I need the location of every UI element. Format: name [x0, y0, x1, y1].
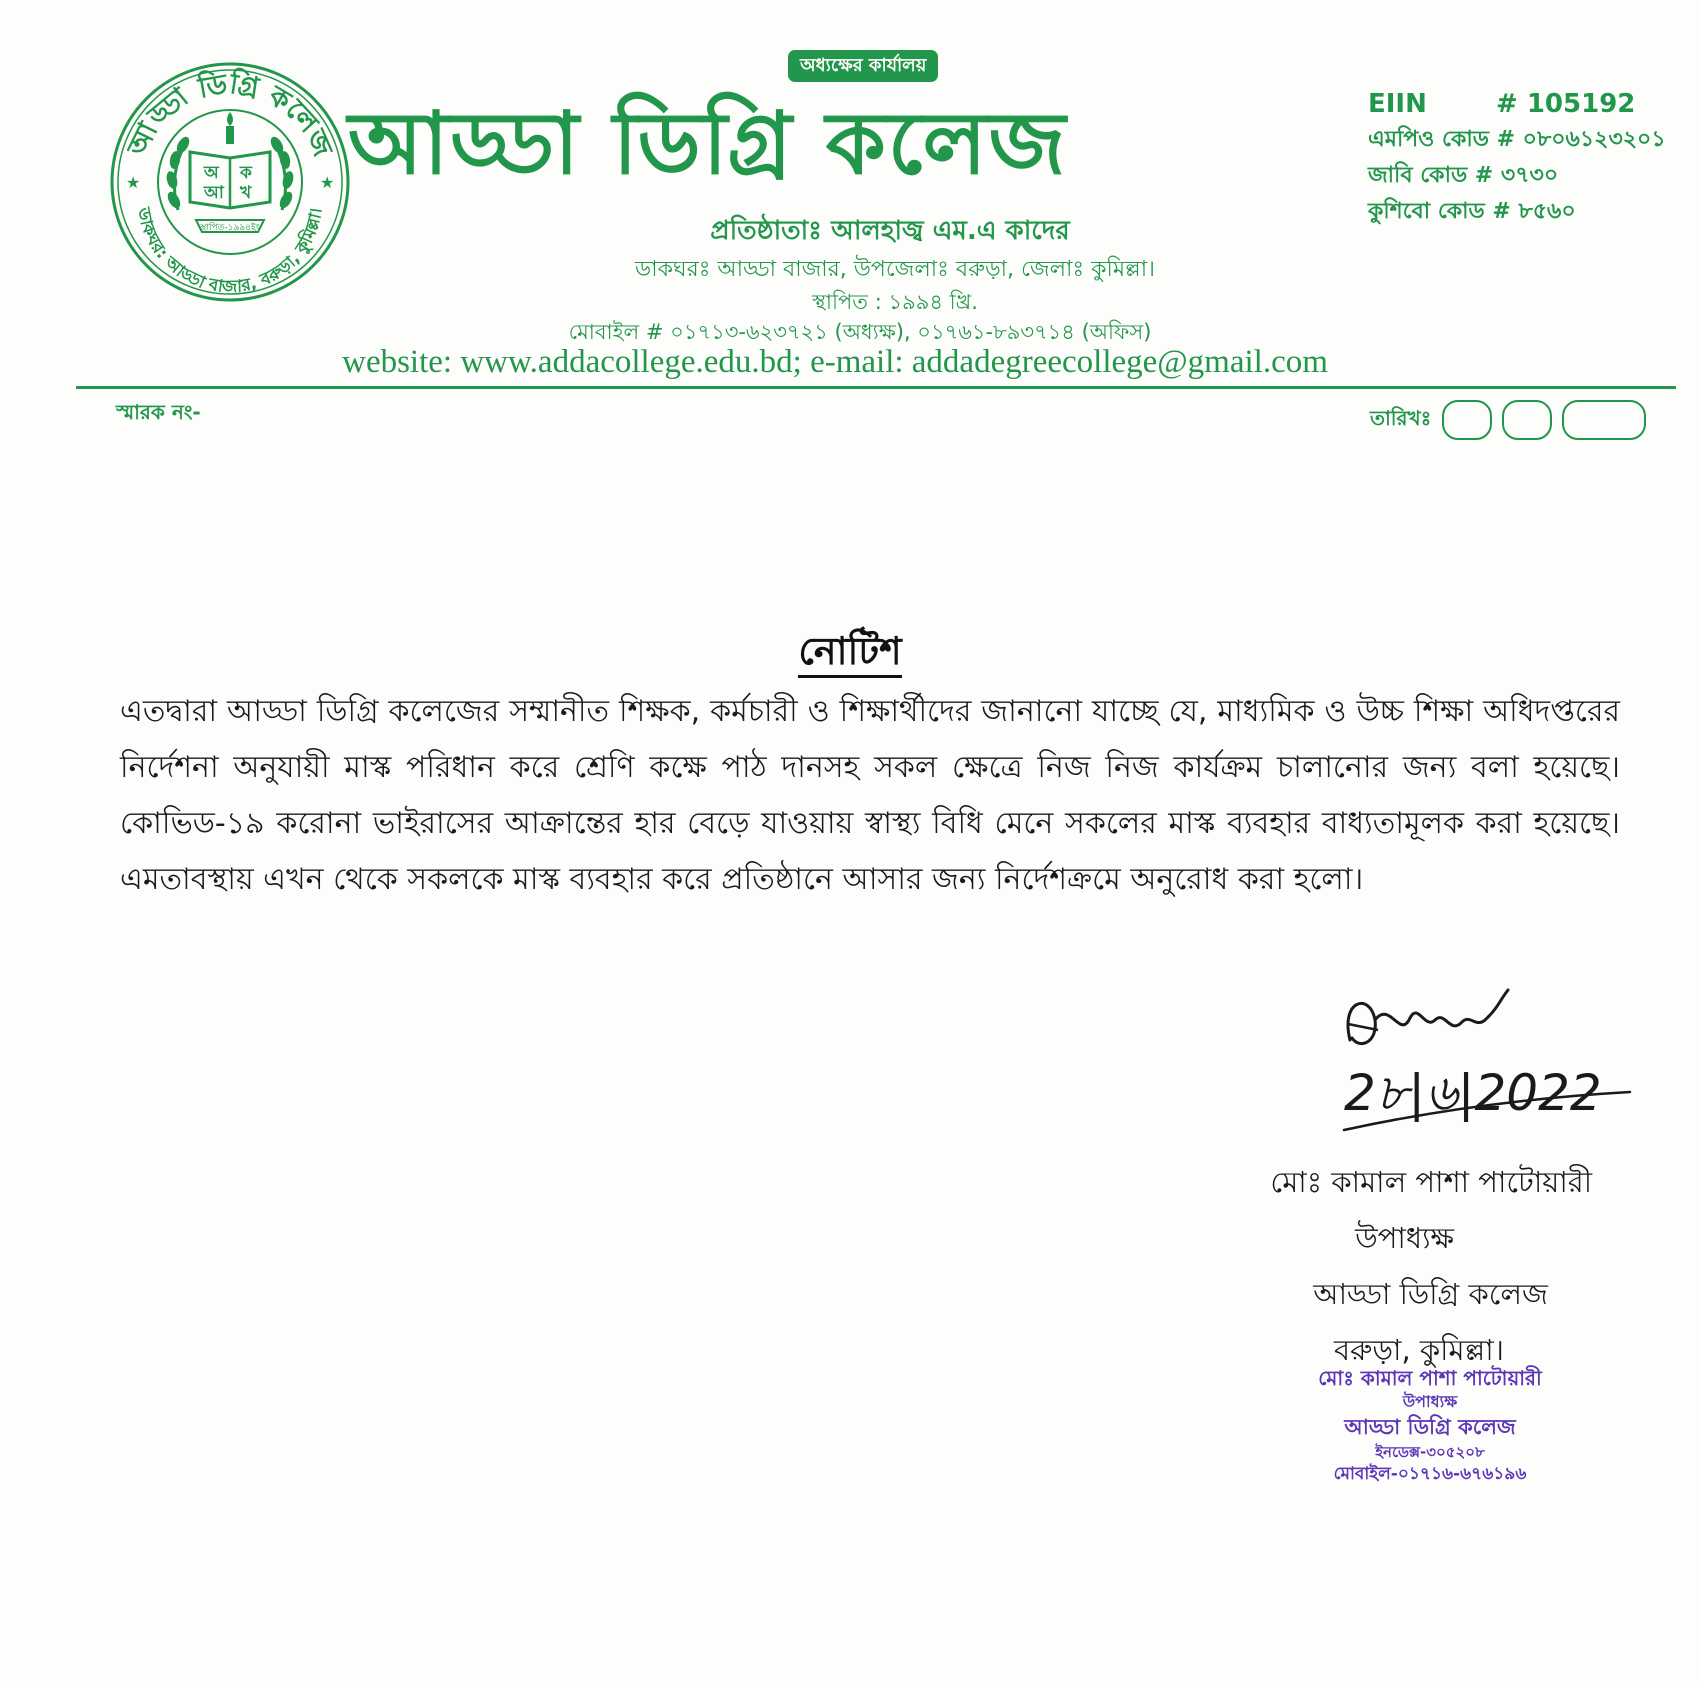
eiin-value: # 105192	[1496, 89, 1636, 119]
svg-text:আ: আ	[204, 183, 224, 203]
signatory-designation: উপাধ্যক্ষ	[1355, 1221, 1454, 1255]
college-codes	[1368, 86, 1688, 230]
date-day-box	[1442, 400, 1492, 440]
eiin-row	[1368, 86, 1688, 122]
notice-body: এতদ্বারা আড্ডা ডিগ্রি কলেজের সম্মানীত শিক্ষক, কর্মচারী ও শিক্ষার্থীদের জানানো যাচ্ছে যে, মাধ্যমিক ও উচ্চ শিক্ষা অধিদপ্তরের নির্দেশনা অনুযায়ী মাস্ক পরিধান করে শ্রেণি কক্ষে পাঠ দানসহ সকল ক্ষেত্রে নিজ নিজ কার্যক্রম চালানোর জন্য বলা হয়েছে। কোভিড-১৯ করোনা ভাইরাসের আক্রান্তের হার বেড়ে যাওয়ায় স্বাস্থ্য বিধি মেনে সকলের মাস্ক ব্যবহার বাধ্যতামূলক করা হয়েছে। এমতাবস্থায় এখন থেকে সকলকে মাস্ক ব্যবহার করে প্রতিষ্ঠানে আসার জন্য নির্দেশক্রমে অনুরোধ করা হলো।	[120, 694, 1620, 897]
svg-text:ডাকঘর: আড্ডা বাজার, বরুড়া, কু: ডাকঘর: আড্ডা বাজার, বরুড়া, কুমিল্লা।	[133, 206, 327, 298]
address-line: ডাকঘরঃ আড্ডা বাজার, উপজেলাঃ বরুড়া, জেলাঃ কুমিল্লা।	[635, 257, 1155, 282]
website-email-line: website: www.addacollege.edu.bd; e-mail: addadegreecollege@gmail.com	[342, 344, 1328, 380]
tech-code: কুশিবো কোড # ৮৫৬০	[1368, 199, 1576, 224]
svg-text:খ: খ	[240, 183, 252, 203]
date-year-box	[1562, 400, 1646, 440]
established-line: স্থাপিত : ১৯৯৪ খ্রি.	[812, 290, 978, 314]
eiin-label: EIIN	[1368, 89, 1427, 119]
signatory-college: আড্ডা ডিগ্রি কলেজ	[1313, 1277, 1548, 1311]
nu-code: জাবি কোড # ৩৭৩০	[1368, 163, 1559, 188]
svg-text:ক: ক	[240, 163, 252, 183]
mobile-line: মোবাইল # ০১৭১৩-৬২৩৭২১ (অধ্যক্ষ), ০১৭৬১-৮৯৩৭১৪ (অফিস)	[568, 320, 1152, 344]
svg-text:★: ★	[320, 173, 335, 192]
svg-text:★: ★	[126, 173, 141, 192]
stamp-college: আড্ডা ডিগ্রি কলেজ	[1344, 1415, 1516, 1439]
header-divider	[76, 386, 1676, 389]
svg-text:স্থাপিত-১৯৯৪ইং: স্থাপিত-১৯৯৪ইং	[200, 223, 260, 233]
signatory-place: বরুড়া, কুমিল্লা।	[1333, 1333, 1504, 1367]
office-badge: অধ্যক্ষের কার্যালয়	[788, 50, 938, 82]
notice-title: নোটিশ	[0, 622, 1700, 686]
official-stamp	[1240, 1364, 1620, 1486]
date-month-box	[1502, 400, 1552, 440]
founder-line: প্রতিষ্ঠাতাঃ আলহাজ্ব এম.এ কাদের	[710, 216, 1070, 246]
svg-text:অ: অ	[204, 163, 219, 183]
svg-text:আড্ডা ডিগ্রি কলেজ: আড্ডা ডিগ্রি কলেজ	[120, 67, 340, 162]
signatory-name: মোঃ কামাল পাশা পাটোয়ারী	[1270, 1165, 1592, 1199]
stamp-mobile: মোবাইল-০১৭১৬-৬৭৬১৯৬	[1333, 1464, 1527, 1484]
stamp-name: মোঃ কামাল পাশা পাটোয়ারী	[1318, 1366, 1542, 1390]
mpo-code: এমপিও কোড # ০৮০৬১২৩২০১	[1368, 127, 1666, 152]
handwritten-signature	[1330, 980, 1650, 1150]
memo-number-label: স্মারক নং-	[116, 400, 201, 424]
date-label: তারিখঃ	[1370, 406, 1432, 430]
svg-text:2৮|৬|2022: 2৮|৬|2022	[1344, 1064, 1602, 1122]
stamp-designation: উপাধ্যক্ষ	[1402, 1392, 1458, 1411]
college-name: আড্ডা ডিগ্রি কলেজ	[348, 93, 1068, 194]
stamp-index: ইনডেক্স-৩০৫২০৮	[1375, 1443, 1485, 1461]
